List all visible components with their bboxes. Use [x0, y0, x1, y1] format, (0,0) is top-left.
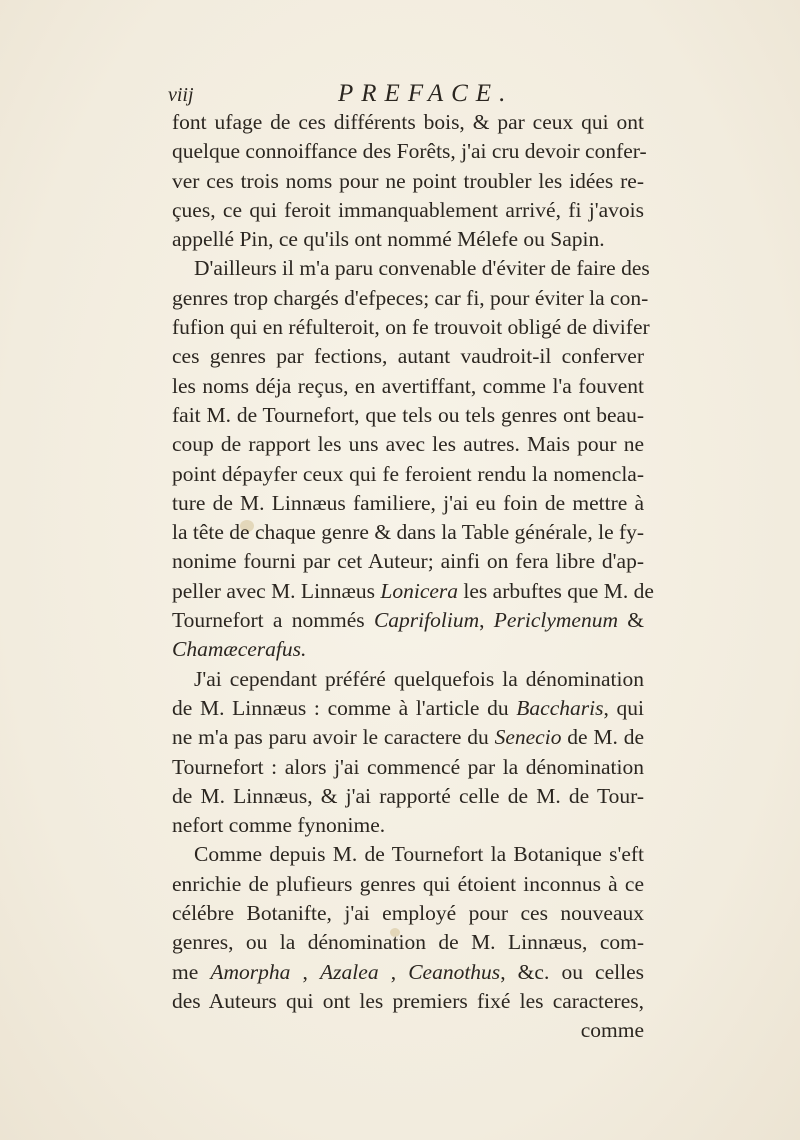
text-run: de M. de	[561, 725, 644, 750]
text-line	[172, 401, 644, 430]
text-line	[172, 372, 644, 401]
text-run: ,	[479, 608, 494, 633]
text-run: font ufage de ces différents bois, & par ceux qui ont	[172, 110, 644, 134]
text-run: la tête de chaque genre & dans la Table générale, le fy-	[172, 520, 645, 545]
text-run: ces genres par fections, autant vaudroit-il conferver	[172, 344, 644, 369]
text-line	[172, 460, 644, 489]
text-run: D'ailleurs il m'a paru convenable d'éviter de faire des	[194, 256, 650, 281]
text-line	[172, 694, 644, 723]
text-line	[172, 723, 644, 752]
text-line	[172, 928, 644, 957]
text-line	[172, 313, 650, 342]
text-line	[172, 518, 644, 547]
text-line	[172, 196, 644, 225]
text-run: Tournefort : alors j'ai commencé par la dénomination	[172, 754, 644, 779]
text-run: Comme depuis M. de Tournefort la Botanique s'eft	[194, 842, 644, 867]
text-line	[172, 840, 644, 869]
text-run: fait M. de Tournefort, que tels ou tels genres ont beau-	[172, 402, 644, 427]
text-run: genres, ou la dénomination de M. Linnæus, com-	[172, 930, 644, 955]
text-line	[172, 254, 650, 283]
text-run: , &c. ou celles	[500, 959, 645, 984]
text-line	[172, 958, 644, 987]
text-run: me	[172, 959, 211, 984]
text-line	[172, 489, 644, 518]
text-line	[172, 753, 644, 782]
text-line	[172, 811, 644, 840]
text-run: de M. Linnæus : comme à l'article du	[172, 695, 517, 720]
text-run: les arbuftes que M. de	[458, 578, 654, 603]
text-run: coup de rapport les uns avec les autres. Mais pour ne	[172, 432, 644, 457]
text-run: peller avec M. Linnæus	[172, 578, 381, 603]
italic-term: Ceanothus	[408, 959, 501, 984]
text-line	[172, 547, 644, 576]
text-line	[172, 108, 644, 137]
text-line	[172, 137, 647, 166]
text-line	[172, 782, 644, 811]
italic-term: Periclymenum	[493, 608, 618, 633]
italic-term: Azalea	[320, 959, 379, 984]
text-run: quelque connoiffance des Forêts, j'ai cru devoir confer-	[172, 139, 647, 164]
running-title: PREFACE.	[338, 80, 514, 107]
text-run: nonime fourni par cet Auteur; ainfi on fera libre d'ap-	[172, 549, 644, 574]
text-line	[172, 284, 649, 313]
text-line	[172, 167, 644, 196]
text-run: &	[617, 608, 645, 633]
text-run: ,	[378, 959, 409, 984]
text-run: çues, ce qui feroit immanquablement arrivé, fi j'avois	[172, 197, 644, 222]
text-run: comme	[580, 1018, 644, 1043]
text-line	[172, 665, 644, 694]
text-run: , qui	[603, 695, 644, 720]
text-run: Tournefort a nommés	[172, 608, 374, 633]
page-header	[168, 80, 648, 110]
text-line	[172, 870, 644, 899]
text-run: célébre Botanifte, j'ai employé pour ces nouveaux	[172, 901, 644, 926]
text-run: ture de M. Linnæus familiere, j'ai eu foin de mettre à	[172, 490, 644, 515]
text-line	[172, 1016, 644, 1045]
page-number: viij	[168, 84, 194, 106]
text-run: les noms déja reçus, en avertiffant, comme l'a fouvent	[172, 373, 644, 398]
text-run: J'ai cependant préféré quelquefois la dénomination	[194, 666, 644, 691]
text-line	[172, 987, 644, 1016]
text-run: nefort comme fynonime.	[172, 813, 386, 838]
italic-term: Lonicera	[380, 578, 459, 603]
text-run: enrichie de plufieurs genres qui étoient inconnus à ce	[172, 871, 644, 896]
text-run: ver ces trois noms pour ne point troubler les idées re-	[172, 168, 644, 193]
text-run: genres trop chargés d'efpeces; car fi, pour éviter la con-	[172, 285, 649, 310]
italic-term: Senecio	[494, 725, 562, 750]
text-run: point dépayfer ceux qui fe feroient rendu la nomencla-	[172, 461, 644, 486]
body-text	[172, 108, 654, 1046]
italic-term: Caprifolium	[373, 608, 480, 633]
text-line	[172, 430, 644, 459]
text-line	[172, 635, 644, 664]
italic-term: Amorpha	[210, 959, 291, 984]
italic-term: Chamæcerafus.	[172, 637, 307, 662]
text-run: appellé Pin, ce qu'ils ont nommé Mélefe ou Sapin.	[172, 227, 605, 252]
text-run: des Auteurs qui ont les premiers fixé les caracteres,	[172, 988, 644, 1013]
italic-term: Baccharis	[516, 695, 604, 720]
text-run: fufion qui en réfulteroit, on fe trouvoit obligé de divifer	[172, 315, 650, 340]
text-line	[172, 899, 644, 928]
text-line	[172, 606, 644, 635]
text-run: ne m'a pas paru avoir le caractere du	[172, 725, 495, 750]
text-run: ,	[290, 959, 321, 984]
text-line	[172, 342, 644, 371]
text-line	[172, 577, 654, 606]
text-line	[172, 225, 644, 254]
text-run: de M. Linnæus, & j'ai rapporté celle de M. de Tour-	[172, 783, 644, 808]
